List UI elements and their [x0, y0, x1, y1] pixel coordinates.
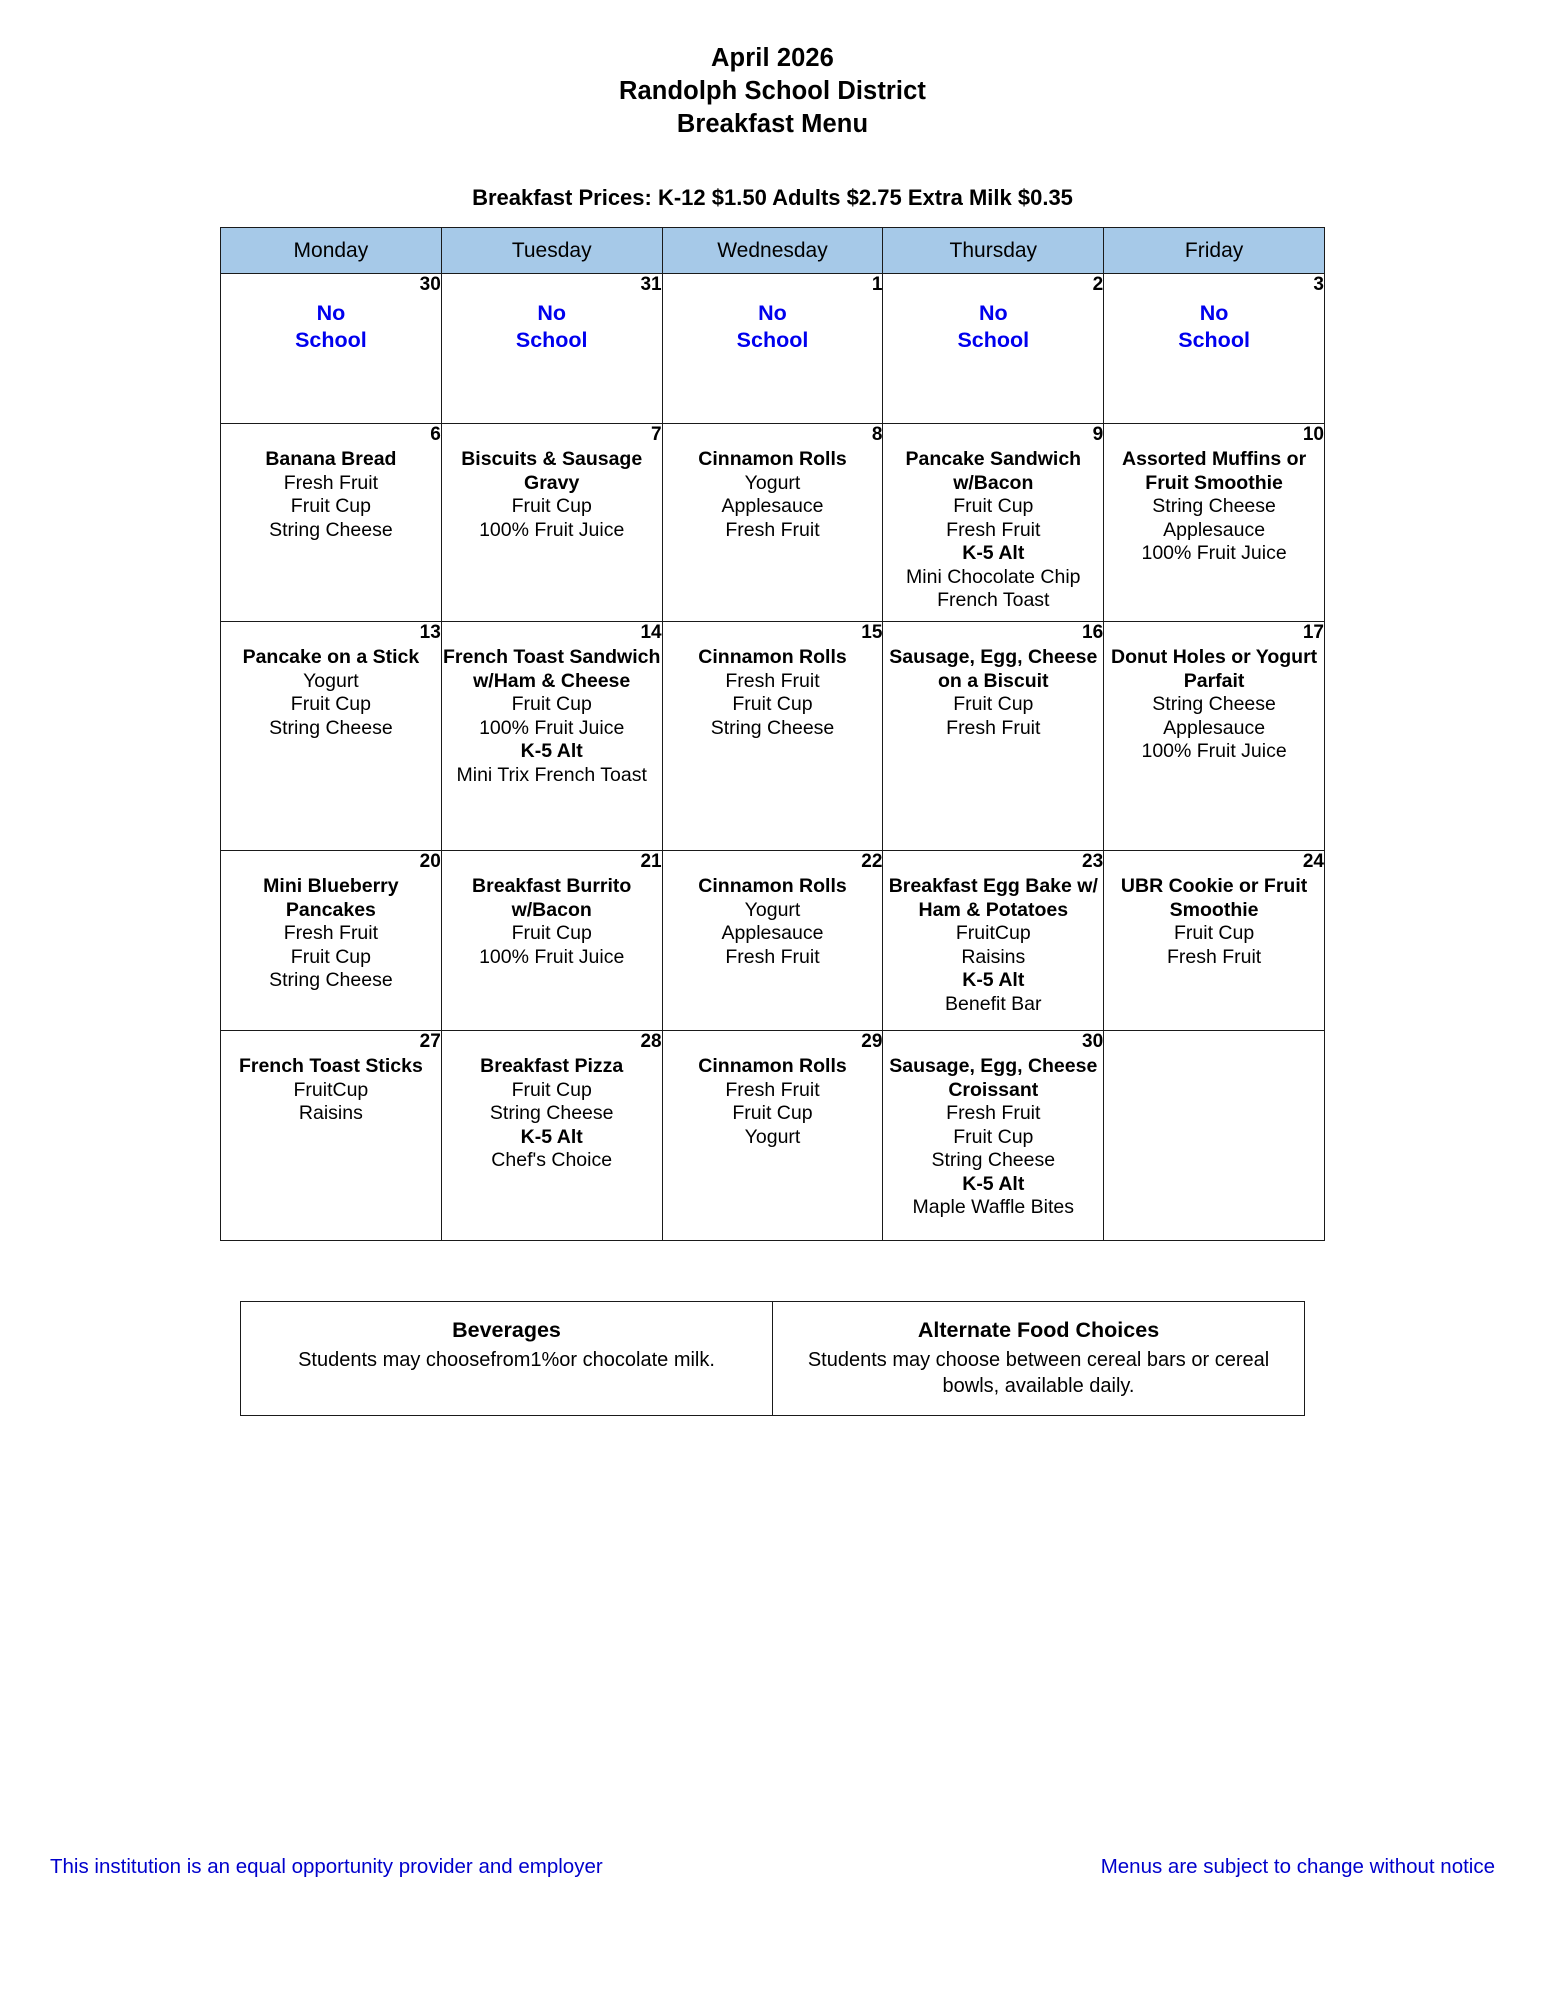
- menu-side-item: Fresh Fruit: [725, 945, 820, 968]
- no-school-line-1: No: [1199, 301, 1229, 325]
- note-beverages-text: Students may choosefrom1%or chocolate milk.: [298, 1349, 715, 1371]
- title-district: Randolph School District: [619, 77, 926, 105]
- calendar-day-cell: [221, 274, 442, 424]
- menu-side-item: Yogurt: [744, 1125, 801, 1148]
- day-menu-items: [883, 1055, 1103, 1220]
- menu-side-item: Fresh Fruit: [946, 1102, 1041, 1124]
- calendar-day-cell: [662, 1031, 883, 1241]
- menu-side-item: String Cheese: [489, 1102, 614, 1124]
- menu-side-item: 100% Fruit Juice: [479, 945, 625, 968]
- day-menu-items: [442, 448, 662, 542]
- weekday-header-wednesday: Wednesday: [662, 228, 883, 274]
- menu-side-item: Fruit Cup: [1173, 922, 1255, 944]
- menu-entree: Cinnamon Rolls: [698, 1055, 847, 1077]
- title-menu-type: Breakfast Menu: [676, 110, 869, 138]
- day-number: 21: [640, 851, 662, 872]
- notes-container: [240, 1301, 1305, 1416]
- day-menu-items: [663, 875, 883, 969]
- menu-entree: French Toast Sticks: [238, 1055, 423, 1077]
- menu-entree: Cinnamon Rolls: [698, 448, 847, 470]
- menu-entree: Sausage, Egg, Cheese Croissant: [889, 1055, 1098, 1101]
- k5-alt-item: Chef's Choice: [491, 1149, 613, 1171]
- menu-side-item: Fresh Fruit: [725, 669, 820, 692]
- day-number: 16: [1082, 622, 1104, 643]
- day-number: 10: [1302, 424, 1324, 445]
- menu-entree: Donut Holes or Yogurt Parfait: [1110, 646, 1318, 692]
- k5-alt-label: K-5 Alt: [520, 740, 583, 762]
- k5-alt-label: K-5 Alt: [962, 542, 1025, 564]
- calendar-day-cell: [221, 622, 442, 851]
- notes-row: [241, 1302, 1305, 1416]
- calendar-day-cell: [662, 424, 883, 622]
- k5-alt-item: Mini Trix French Toast: [456, 763, 647, 786]
- no-school-line-1: No: [537, 301, 567, 325]
- footer-subject-to-change-notice: Menus are subject to change without notice: [1100, 1855, 1495, 1878]
- page-title: [0, 0, 1545, 141]
- day-number: 20: [419, 851, 441, 872]
- calendar-day-cell: [1104, 622, 1325, 851]
- menu-entree: French Toast Sandwich w/Ham & Cheese: [442, 646, 661, 692]
- menu-entree: Breakfast Egg Bake w/ Ham & Potatoes: [888, 875, 1098, 921]
- day-number: 8: [871, 424, 883, 445]
- menu-side-item: 100% Fruit Juice: [479, 518, 625, 541]
- menu-side-item: Fruit Cup: [511, 693, 592, 715]
- calendar-day-cell: [221, 1031, 442, 1241]
- day-menu-items: [442, 875, 662, 969]
- calendar-week-row: [221, 851, 1325, 1031]
- menu-entree: Pancake Sandwich w/Bacon: [905, 448, 1082, 494]
- menu-side-item: Applesauce: [1163, 518, 1266, 541]
- menu-side-item: 100% Fruit Juice: [479, 716, 625, 739]
- menu-side-item: Fruit Cup: [732, 1102, 813, 1124]
- menu-side-item: Fruit Cup: [732, 693, 813, 715]
- day-menu-items: [221, 646, 441, 740]
- day-menu-items: [1104, 646, 1324, 764]
- calendar-week-row: [221, 622, 1325, 851]
- menu-side-item: Fruit Cup: [290, 693, 371, 715]
- menu-side-item: Yogurt: [744, 471, 801, 494]
- menu-side-item: Raisins: [961, 945, 1026, 968]
- notes-table: [240, 1301, 1305, 1416]
- calendar-day-cell: [1104, 424, 1325, 622]
- weekday-header-tuesday: Tuesday: [441, 228, 662, 274]
- day-menu-items: [883, 646, 1103, 740]
- calendar-day-cell: [662, 851, 883, 1031]
- calendar-day-cell: [441, 851, 662, 1031]
- day-menu-items: [1104, 875, 1324, 969]
- menu-side-item: String Cheese: [710, 716, 835, 739]
- title-month-year: April 2026: [711, 44, 834, 72]
- menu-entree: Cinnamon Rolls: [698, 646, 847, 668]
- menu-side-item: Fruit Cup: [290, 945, 371, 968]
- menu-side-item: 100% Fruit Juice: [1141, 740, 1287, 762]
- day-number: 28: [640, 1031, 662, 1052]
- menu-entree: Banana Bread: [265, 448, 397, 470]
- k5-alt-item: Maple Waffle Bites: [912, 1196, 1075, 1218]
- calendar-day-cell: [883, 1031, 1104, 1241]
- weekday-header-friday: Friday: [1104, 228, 1325, 274]
- day-number: 13: [419, 622, 441, 643]
- day-number: 9: [1092, 424, 1104, 445]
- no-school-line-2: School: [736, 328, 809, 352]
- day-menu-items: [883, 875, 1103, 1016]
- weekday-header-thursday: Thursday: [883, 228, 1104, 274]
- note-beverages: [241, 1302, 773, 1416]
- note-alternate-food-choices: [773, 1302, 1305, 1416]
- day-menu-items: [663, 448, 883, 542]
- menu-side-item: Fruit Cup: [511, 922, 592, 944]
- calendar-day-cell: [1104, 1031, 1325, 1241]
- no-school-line-1: No: [758, 301, 787, 325]
- menu-side-item: Yogurt: [303, 669, 359, 692]
- day-menu-items: [442, 1055, 662, 1173]
- menu-side-item: String Cheese: [931, 1149, 1056, 1171]
- day-number: 1: [871, 274, 883, 295]
- calendar-day-cell: [441, 1031, 662, 1241]
- day-number: 29: [861, 1031, 883, 1052]
- day-number: 30: [1082, 1031, 1104, 1052]
- calendar-day-cell: [883, 851, 1104, 1031]
- day-number: 6: [430, 424, 441, 445]
- day-menu-items: [663, 1055, 883, 1149]
- calendar-day-cell: [662, 274, 883, 424]
- day-number: 22: [861, 851, 883, 872]
- no-school-notice: [883, 300, 1103, 354]
- menu-entree: Breakfast Burrito w/Bacon: [472, 875, 632, 921]
- calendar-day-cell: [221, 851, 442, 1031]
- menu-side-item: String Cheese: [1152, 693, 1276, 715]
- day-number: 15: [861, 622, 883, 643]
- page-footer: [50, 1855, 1495, 1879]
- weekday-header-monday: Monday: [221, 228, 442, 274]
- k5-alt-item: Benefit Bar: [945, 992, 1042, 1015]
- menu-entree: Assorted Muffins or Fruit Smoothie: [1122, 448, 1307, 494]
- menu-entree: Pancake on a Stick: [242, 646, 420, 668]
- calendar-day-cell: [883, 622, 1104, 851]
- note-alternate-title: Alternate Food Choices: [917, 1318, 1160, 1342]
- no-school-notice: [221, 300, 441, 354]
- menu-entree: Cinnamon Rolls: [698, 875, 847, 897]
- k5-alt-label: K-5 Alt: [520, 1125, 583, 1148]
- day-menu-items: [221, 875, 441, 993]
- menu-side-item: Fresh Fruit: [1166, 945, 1262, 968]
- menu-entree: Mini Blueberry Pancakes: [263, 875, 399, 921]
- note-alternate-text: Students may choose between cereal bars or cereal bowls, available daily.: [807, 1349, 1270, 1397]
- calendar-week-row: [221, 274, 1325, 424]
- calendar-day-cell: [221, 424, 442, 622]
- calendar-day-cell: [883, 274, 1104, 424]
- menu-calendar-table: [220, 227, 1325, 1241]
- menu-side-item: Fruit Cup: [953, 495, 1034, 517]
- menu-side-item: Raisins: [298, 1102, 363, 1124]
- weekday-header-row: [221, 228, 1325, 274]
- menu-side-item: String Cheese: [269, 969, 393, 991]
- no-school-notice: [663, 300, 883, 354]
- menu-entree: UBR Cookie or Fruit Smoothie: [1120, 875, 1308, 921]
- day-menu-items: [221, 1055, 441, 1126]
- menu-side-item: Fruit Cup: [290, 495, 371, 517]
- calendar-day-cell: [441, 274, 662, 424]
- menu-side-item: String Cheese: [269, 716, 393, 739]
- menu-side-item: Fresh Fruit: [283, 471, 379, 494]
- day-number: 24: [1302, 851, 1324, 872]
- menu-side-item: String Cheese: [1152, 495, 1276, 517]
- menu-side-item: Fresh Fruit: [946, 518, 1041, 541]
- menu-side-item: FruitCup: [293, 1078, 369, 1101]
- calendar-day-cell: [883, 424, 1104, 622]
- calendar-day-cell: [441, 424, 662, 622]
- day-number: 31: [640, 274, 662, 295]
- day-number: 14: [640, 622, 662, 643]
- k5-alt-label: K-5 Alt: [962, 969, 1025, 991]
- menu-side-item: Fruit Cup: [511, 1078, 592, 1101]
- calendar-week-row: [221, 1031, 1325, 1241]
- breakfast-prices: Breakfast Prices: K-12 $1.50 Adults $2.75 Extra Milk $0.35: [472, 185, 1073, 210]
- no-school-line-1: No: [978, 301, 1008, 325]
- menu-side-item: Fruit Cup: [953, 1125, 1034, 1148]
- note-beverages-title: Beverages: [452, 1318, 561, 1342]
- footer-equal-opportunity-statement: This institution is an equal opportunity provider and employer: [50, 1855, 603, 1878]
- no-school-notice: [1104, 300, 1324, 354]
- day-menu-items: [663, 646, 883, 740]
- day-menu-items: [1104, 448, 1324, 566]
- day-number: 2: [1092, 274, 1104, 295]
- menu-side-item: String Cheese: [269, 518, 393, 541]
- k5-alt-label: K-5 Alt: [962, 1172, 1025, 1195]
- day-number: 30: [419, 274, 441, 295]
- no-school-line-2: School: [515, 328, 588, 352]
- calendar-day-cell: [1104, 274, 1325, 424]
- calendar-container: [220, 227, 1325, 1241]
- calendar-day-cell: [1104, 851, 1325, 1031]
- no-school-line-2: School: [1178, 328, 1250, 352]
- menu-side-item: FruitCup: [955, 922, 1031, 944]
- no-school-line-2: School: [295, 328, 367, 352]
- menu-side-item: 100% Fruit Juice: [1141, 542, 1287, 564]
- day-number: 27: [419, 1031, 441, 1052]
- calendar-day-cell: [441, 622, 662, 851]
- menu-side-item: Fruit Cup: [953, 693, 1034, 715]
- day-number: 3: [1313, 274, 1324, 295]
- menu-side-item: Fresh Fruit: [725, 1078, 820, 1101]
- day-number: 7: [651, 424, 662, 445]
- menu-entree: Biscuits & Sausage Gravy: [461, 448, 643, 494]
- menu-entree: Breakfast Pizza: [480, 1055, 624, 1077]
- menu-side-item: Applesauce: [721, 922, 824, 944]
- menu-side-item: Fruit Cup: [511, 495, 592, 517]
- menu-side-item: Yogurt: [744, 898, 801, 921]
- day-number: 17: [1302, 622, 1324, 643]
- menu-entree: Sausage, Egg, Cheese on a Biscuit: [889, 646, 1098, 692]
- day-menu-items: [883, 448, 1103, 613]
- no-school-notice: [442, 300, 662, 354]
- menu-side-item: Applesauce: [1163, 716, 1266, 739]
- menu-side-item: Fresh Fruit: [283, 922, 379, 944]
- day-menu-items: [221, 448, 441, 542]
- no-school-line-2: School: [957, 328, 1030, 352]
- no-school-line-1: No: [316, 301, 346, 325]
- calendar-day-cell: [662, 622, 883, 851]
- menu-side-item: Applesauce: [721, 495, 824, 517]
- menu-side-item: Fresh Fruit: [946, 716, 1041, 739]
- day-number: 23: [1082, 851, 1104, 872]
- menu-side-item: Fresh Fruit: [725, 518, 820, 541]
- day-menu-items: [442, 646, 662, 787]
- calendar-week-row: [221, 424, 1325, 622]
- k5-alt-item: Mini Chocolate Chip French Toast: [906, 565, 1081, 611]
